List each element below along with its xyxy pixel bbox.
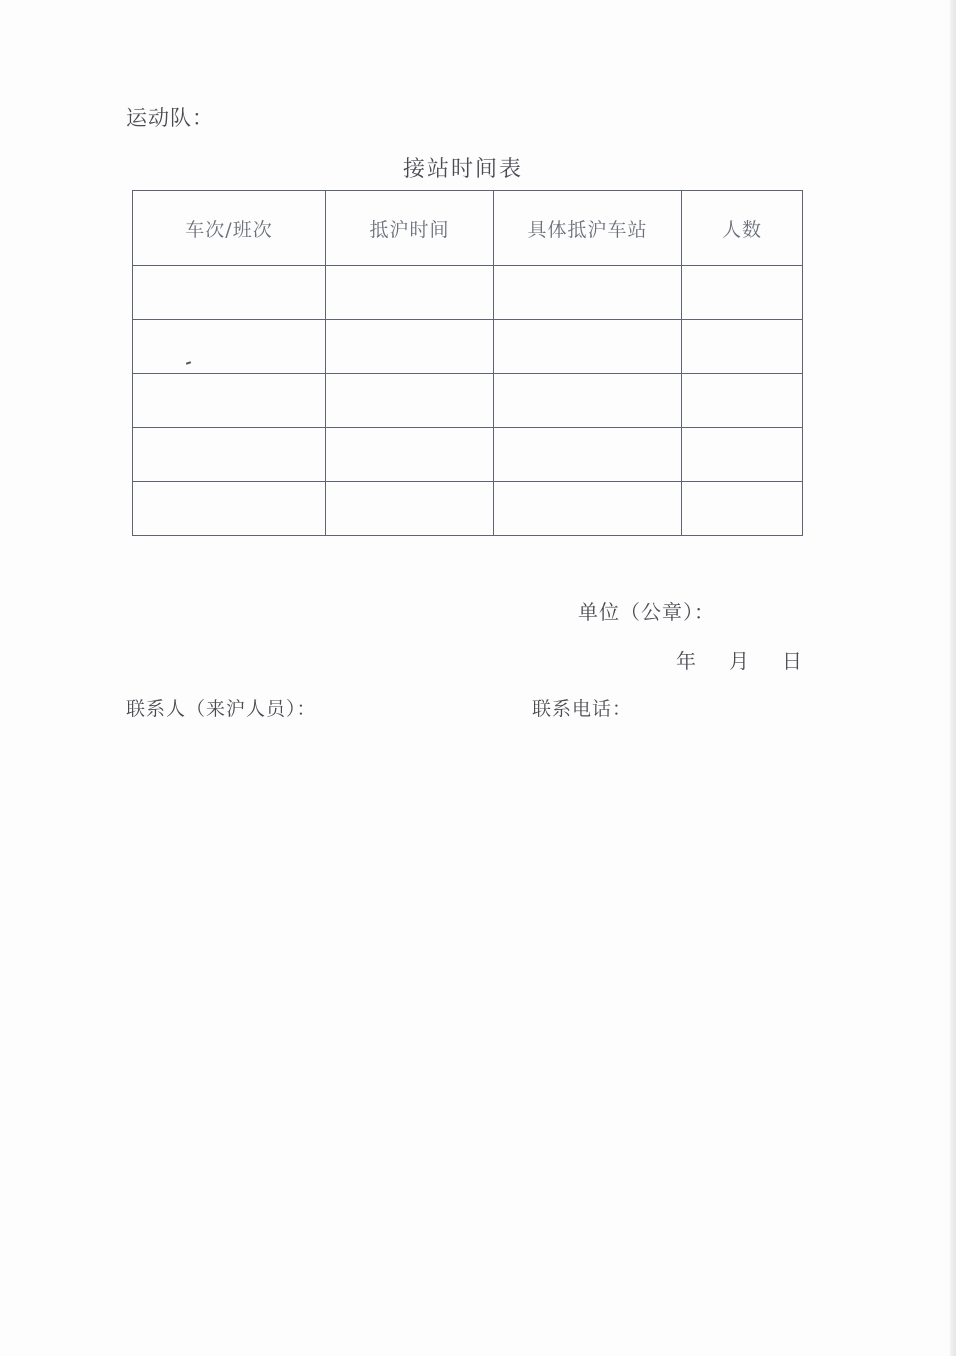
table-cell[interactable] xyxy=(682,428,803,482)
table-cell[interactable] xyxy=(326,482,494,536)
table-cell[interactable] xyxy=(494,482,682,536)
table-cell[interactable] xyxy=(682,320,803,374)
table-row xyxy=(133,482,803,536)
table-cell[interactable] xyxy=(494,320,682,374)
table-cell[interactable] xyxy=(494,374,682,428)
schedule-table xyxy=(132,190,803,536)
date-year-label: 年 xyxy=(676,649,696,673)
date-month-label: 月 xyxy=(729,649,749,673)
table-cell[interactable] xyxy=(326,428,494,482)
table-cell[interactable] xyxy=(133,482,326,536)
table-row xyxy=(133,374,803,428)
table-cell[interactable] xyxy=(682,266,803,320)
column-header-arrival-time: 抵沪时间 xyxy=(326,191,494,266)
column-header-train: 车次/班次 xyxy=(133,191,326,266)
contact-phone-label: 联系电话： xyxy=(532,698,633,720)
table-cell[interactable] xyxy=(133,266,326,320)
column-header-count: 人数 xyxy=(682,191,803,266)
table-cell[interactable] xyxy=(133,320,326,374)
date-line xyxy=(676,645,802,674)
table-cell[interactable] xyxy=(682,482,803,536)
table-cell[interactable] xyxy=(326,374,494,428)
team-label: 运动队： xyxy=(126,106,214,130)
scan-edge xyxy=(950,0,956,1356)
table-cell[interactable] xyxy=(494,266,682,320)
table-cell[interactable] xyxy=(326,320,494,374)
table-row xyxy=(133,320,803,374)
table-cell[interactable] xyxy=(133,428,326,482)
table-row xyxy=(133,428,803,482)
table-cell[interactable] xyxy=(494,428,682,482)
seal-label: 单位（公章）： xyxy=(578,600,715,624)
table-row xyxy=(133,266,803,320)
contact-person-label: 联系人（来沪人员）： xyxy=(126,698,317,720)
table-cell[interactable] xyxy=(682,374,803,428)
column-header-station: 具体抵沪车站 xyxy=(494,191,682,266)
date-day-label: 日 xyxy=(782,649,802,673)
document-title: 接站时间表 xyxy=(403,157,524,182)
table-cell[interactable] xyxy=(133,374,326,428)
table-header-row xyxy=(133,191,803,266)
table-cell[interactable] xyxy=(326,266,494,320)
